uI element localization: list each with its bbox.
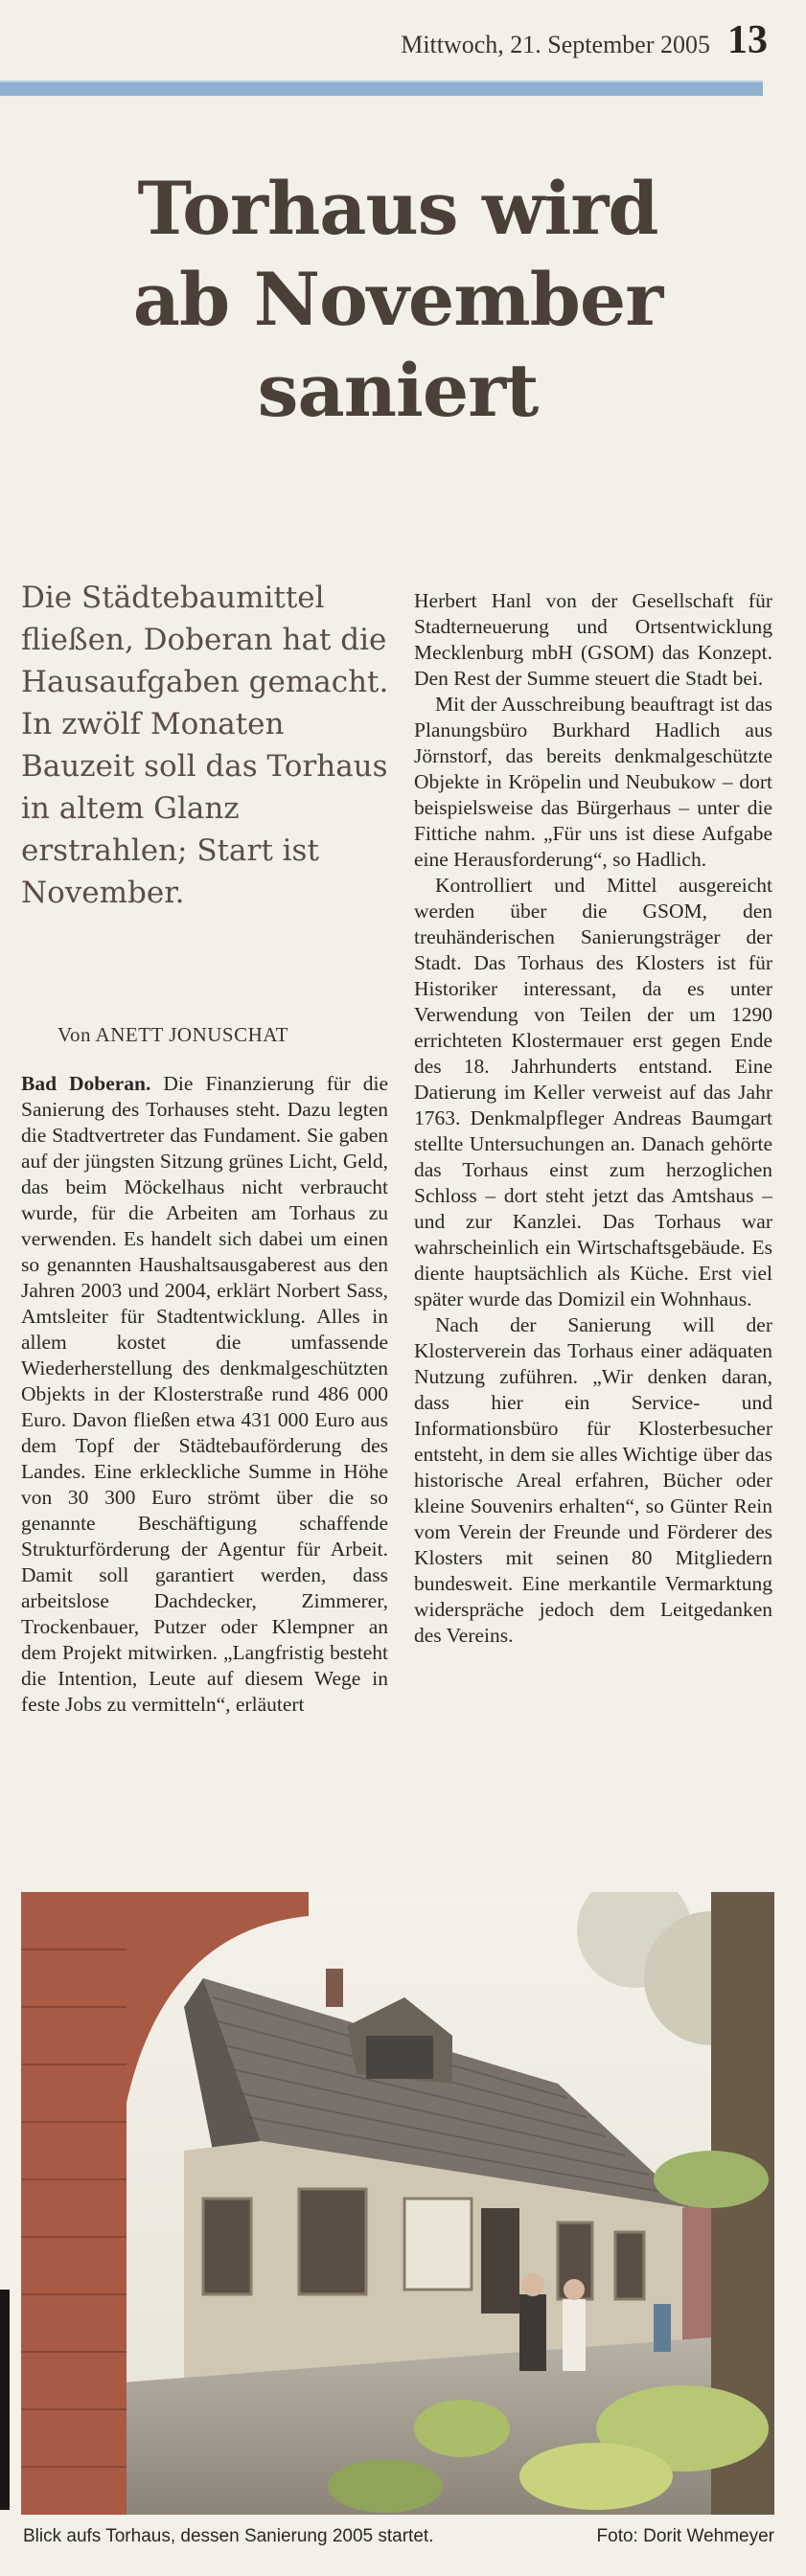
byline: Von ANETT JONUSCHAT [58,1023,288,1046]
paragraph-text: Die Finanzierung für die Sanierung des Torhauses steht. Dazu legten die Stadtvertreter das Fundament. Sie gaben auf der jüngsten Sitzung grünes Licht, Geld, das beim Möckelhaus nicht verbraucht wurde, für die Arbeiten am Torhaus zu verwenden. Es handelt sich dabei um einen so genannten Haushaltsausgaberest aus den Jahren 2003 und 2004, erklärt Norbert Sass, Amtsleiter für Stadtentwicklung. Alles in allem kostet die umfassende Wiederherstellung des denkmalgeschützten Objekts in der Klosterstraße rund 486 000 Euro. Davon fließen etwa 431 000 Euro aus dem Topf der Städtebauförderung des Landes. Eine erkleckliche Summe in Höhe von 30 300 Euro strömt über die so genannte Beschäftigung schaffende Strukturförderung der Agentur für Arbeit. Damit soll garantiert werden, dass arbeitslose Dachdecker, Zimmerer, Trockenbauer, Putzer oder Klempner an dem Projekt mitwirken. „Langfristig besteht die Intention, Leute auf diesem Wege in feste Jobs zu vermitteln“, erläutert [21,1072,389,1716]
headline-line: Torhaus wird [137,166,658,251]
page-number: 13 [727,18,768,62]
photo-credit: Foto: Dorit Wehmeyer [596,2526,774,2546]
article-paragraph [21,1071,388,1718]
article-column-left [21,1071,388,1718]
header-rule [0,80,763,96]
headline-line: ab November [132,257,663,342]
headline-line: saniert [257,348,539,433]
page-header [0,17,768,63]
dateline-place: Bad Doberan. [21,1072,151,1095]
issue-date: Mittwoch, 21. September 2005 [401,31,710,58]
article-paragraph: Herbert Hanl von der Gesellschaft für Stadterneuerung und Ortsentwicklung Mecklenburg mbH (GSOM) das Konzept. Den Rest der Summe steuert die Stadt bei. [414,589,772,690]
article-paragraph: Mit der Ausschreibung beauftragt ist das Planungsbüro Burkhard Hadlich aus Jörnstorf, das bereits denkmalgeschützte Objekte in Kröpelin und Neubukow – dort beispielsweise das Bürgerhaus – unter die Fittiche nahm. „Für uns ist diese Aufgabe eine Herausforderung“, so Hadlich. [414,693,772,871]
photo-caption [23,2526,774,2547]
article-paragraph: Kontrolliert und Mittel ausgereicht werden über die GSOM, den treuhänderischen Sanierungsträger der Stadt. Das Torhaus des Klosters ist für Historiker interessant, da es unter Verwendung von Teilen der um 1290 errichteten Klostermauer erst gegen Ende des 18. Jahrhunderts entstand. Eine Datierung im Keller verweist auf das Jahr 1763. Denkmalpfleger Andreas Baumgart stellte Untersuchungen an. Danach gehörte das Torhaus einst zum herzoglichen Schloss – dort steht jetzt das Amtshaus – und zur Kanzlei. Das Torhaus war wahrscheinlich ein Wirtschaftsgebäude. Es diente hauptsächlich als Küche. Erst viel später wurde das Domizil ein Wohnhaus. [414,874,772,1311]
caption-text: Blick aufs Torhaus, dessen Sanierung 2005 startet. [23,2526,434,2546]
article-paragraph: Nach der Sanierung will der Klosterverein das Torhaus einer adäquaten Nutzung zuführen. „Wir denken daran, dass hier ein Service- und Informationsbüro für Klosterbesucher entsteht, in dem sie alles Wichtige über das historische Areal erfahren, Bücher oder kleine Souvenirs erhalten“, so Günter Rein vom Verein der Freunde und Förderer des Klosters mit seinen 80 Mitgliedern bundesweit. Eine merkantile Vermarktung widerspräche jedoch dem Leitgedanken des Vereins. [414,1313,772,1647]
subheadline: Die Städtebaumittel fließen, Doberan hat die Hausaufgaben gemacht. In zwölf Monaten Bauzeit soll das Torhaus in altem Glanz erstrahlen; Start ist November. [21,581,389,910]
headline [19,163,776,436]
article-column-right [414,588,772,1649]
scan-edge [0,2290,10,2510]
torhaus-photo [21,1892,774,2515]
photo-illustration [21,1892,774,2515]
